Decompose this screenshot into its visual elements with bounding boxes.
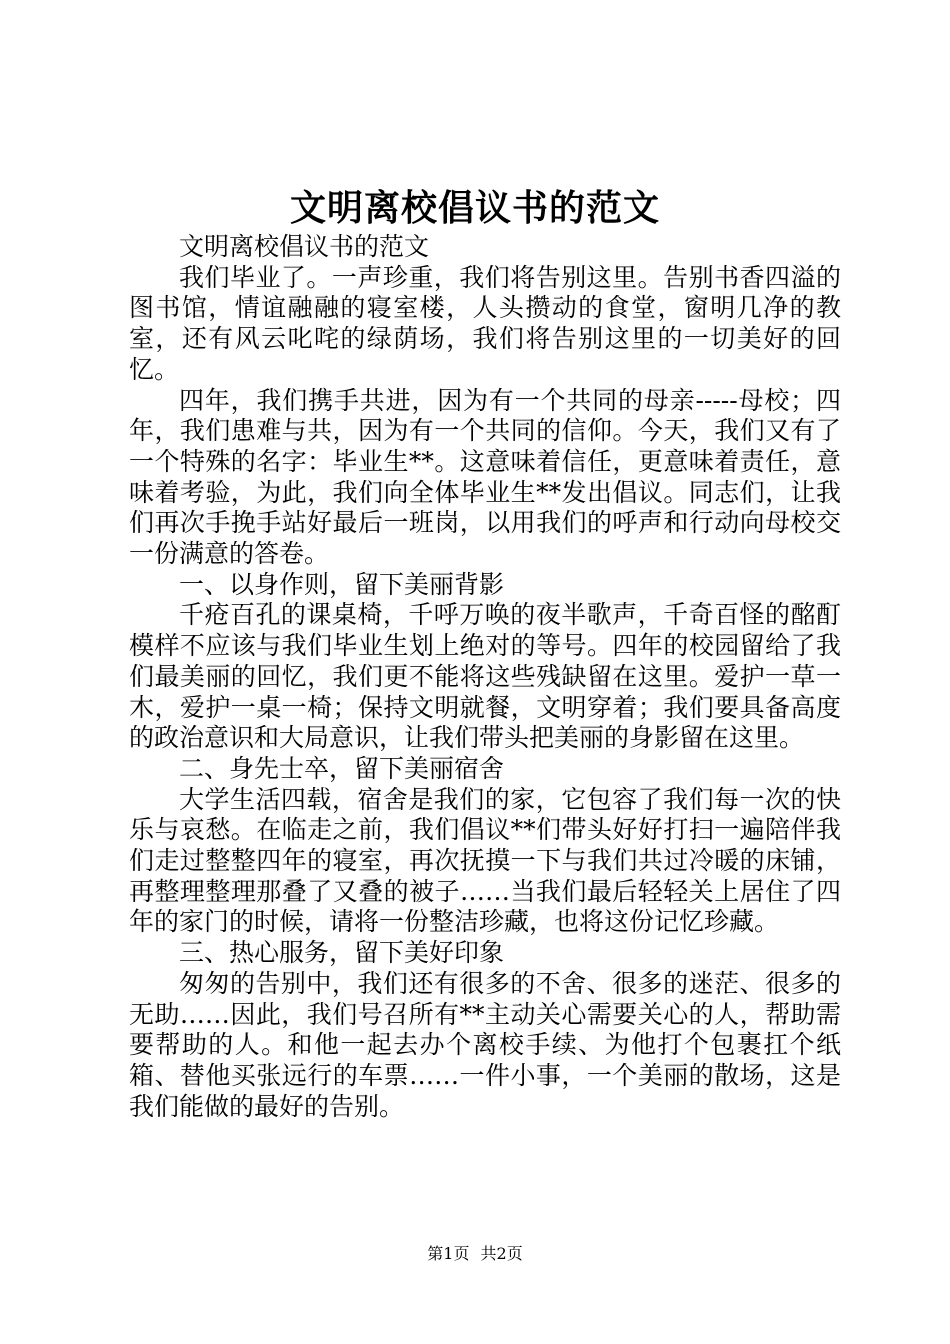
body-paragraph: 我们毕业了。一声珍重，我们将告别这里。告别书香四溢的图书馆，情谊融融的寝室楼，人头攒动的食堂，窗明几净的教室，还有风云叱咤的绿荫场，我们将告别这里的一切美好的回忆。 (129, 262, 841, 384)
body-paragraph: 四年，我们携手共进，因为有一个共同的母亲-----母校；四年，我们患难与共，因为有一个共同的信仰。今天，我们又有了一个特殊的名字：毕业生**。这意味着信任，更意味着责任，意味着考验，为此，我们向全体毕业生**发出倡议。同志们，让我们再次手挽手站好最后一班岗，以用我们的呼声和行动向母校交一份满意的答卷。 (129, 385, 841, 569)
document-body (129, 232, 841, 1122)
page-footer (0, 1242, 950, 1266)
body-paragraph: 匆匆的告别中，我们还有很多的不舍、很多的迷茫、很多的无助……因此，我们号召所有**主动关心需要关心的人，帮助需要帮助的人。和他一起去办个离校手续、为他打个包裹扛个纸箱、替他买张远行的车票……一件小事，一个美丽的散场，这是我们能做的最好的告别。 (129, 968, 841, 1121)
section-heading: 一、以身作则，留下美丽背影 (179, 569, 505, 599)
section-heading: 二、身先士卒，留下美丽宿舍 (179, 753, 505, 783)
section-heading: 三、热心服务，留下美好印象 (179, 938, 505, 968)
body-paragraph: 千疮百孔的课桌椅，千呼万唤的夜半歌声，千奇百怪的酩酊模样不应该与我们毕业生划上绝对的等号。四年的校园留给了我们最美丽的回忆，我们更不能将这些残缺留在这里。爱护一草一木，爱护一桌一椅；保持文明就餐，文明穿着；我们要具备高度的政治意识和大局意识，让我们带头把美丽的身影留在这里。 (129, 600, 841, 753)
body-paragraph: 大学生活四载，宿舍是我们的家，它包容了我们每一次的快乐与哀愁。在临走之前，我们倡议**们带头好好打扫一遍陪伴我们走过整整四年的寝室，再次抚摸一下与我们共过冷暖的床铺，再整理整理那叠了又叠的被子……当我们最后轻轻关上居住了四年的家门的时候，请将一份整洁珍藏，也将这份记忆珍藏。 (129, 784, 841, 937)
page-total: 共2页 (480, 1244, 523, 1263)
page-number: 第1页 (427, 1244, 470, 1263)
subtitle-paragraph: 文明离校倡议书的范文 (179, 232, 430, 261)
document-title: 文明离校倡议书的范文 (289, 187, 660, 229)
